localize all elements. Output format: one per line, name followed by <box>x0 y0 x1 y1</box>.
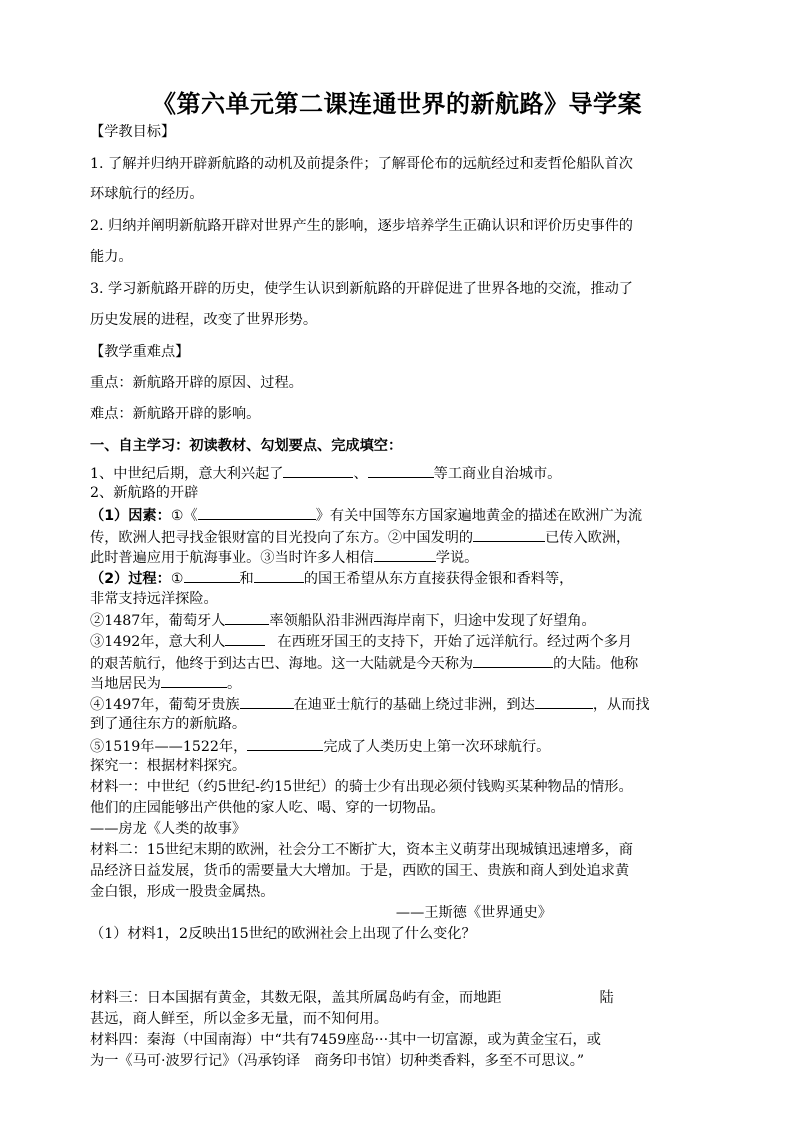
process-step-3 <box>90 630 710 652</box>
objective-2-line-1: 2. 归纳并阐明新航路开辟对世界产生的影响，逐步培养学生正确认识和评价历史事件的 <box>90 218 633 234</box>
question-1-text-c: 等工商业自治城市。 <box>433 466 562 482</box>
objective-1-line-2: 环球航行的经历。 <box>90 186 204 202</box>
fill-blank[interactable] <box>240 693 294 709</box>
cause-text-b: 》有关中国等东方国家遍地黄金的描述在欧洲广为流 <box>315 508 643 524</box>
objectives-heading: 【学教目标】 <box>90 124 176 140</box>
question-1-text-a: 1、中世纪后期，意大利兴起了 <box>90 466 284 482</box>
fill-blank[interactable] <box>247 735 323 751</box>
process-text-a: ① <box>170 571 184 587</box>
fill-blank[interactable] <box>254 567 304 583</box>
inquiry-heading: 探究一：根据材料探究。 <box>90 758 247 774</box>
material-3-line-1 <box>90 988 710 1008</box>
cause-text-a: ①《 <box>170 508 198 524</box>
process-text-b: 和 <box>239 571 254 587</box>
process-step-3-text-b: 在西班牙国王的支持下，开始了远洋航行。经过两个多月 <box>277 634 633 650</box>
process-step-3-line-2 <box>90 652 710 674</box>
material-2-line-3: 金白银，形成一股贵金属热。 <box>90 884 275 900</box>
process-text-c: 的国王希望从东方直接获得金银和香料等， <box>303 571 574 587</box>
process-step-3-line-3-text-a: 当地居民为 <box>90 676 161 692</box>
process-step-3-line-2-text-b: 的大陆。他称 <box>553 656 639 672</box>
process-step-3-line-3-text-b: 。 <box>226 676 242 692</box>
process-step-2-text-b: 率领船队沿非洲西海岸南下，归途中发现了好望角。 <box>269 613 596 629</box>
question-1 <box>90 462 710 484</box>
material-2-line-1: 材料二：15世纪末期的欧洲，社会分工不断扩大，资本主义萌芽出现城镇迅速增多，商 <box>90 842 633 858</box>
process-step-4-text-b: 在迪亚士航行的基础上绕过非洲，到达 <box>293 697 535 713</box>
process-line-2: 非常支持远洋探险。 <box>90 591 218 607</box>
fill-blank[interactable] <box>225 609 269 625</box>
cause-line-3-text-b: 学说。 <box>435 550 479 566</box>
objective-3-line-2: 历史发展的进程，改变了世界形势。 <box>90 312 318 328</box>
objective-3-line-1: 3. 学习新航路开辟的历史，使学生认识到新航路的开辟促进了世界各地的交流，推动了 <box>90 281 633 297</box>
process-step-3-line-2-text-a: 的艰苦航行，他终于到达古巴、海地。这一大陆就是今天称为 <box>90 656 474 672</box>
cause-line-1 <box>90 504 710 526</box>
process-label: （2）过程： <box>90 571 171 587</box>
process-step-4-text-a: ④1497年，葡萄牙贵族 <box>90 697 240 713</box>
page-title: 《第六单元第二课连通世界的新航路》导学案 <box>152 90 642 118</box>
process-step-4-line-2: 到了通往东方的新航路。 <box>90 716 247 732</box>
process-step-5-text-a: ⑤1519年——1522年， <box>90 739 248 755</box>
fill-blank[interactable] <box>225 630 265 646</box>
process-step-2-text-a: ②1487年，葡萄牙人 <box>90 613 226 629</box>
material-2-line-2: 品经济日益发展，货币的需要量大大增加。于是，西欧的国王、贵族和商人到处追求黄 <box>90 863 630 879</box>
cause-line-3-text-a: 此时普遍应用于航海事业。③当时许多人相信 <box>90 550 374 566</box>
fill-blank[interactable] <box>473 652 553 668</box>
question-2: 2、新航路的开辟 <box>90 485 199 501</box>
fill-blank[interactable] <box>473 526 545 542</box>
cause-line-3 <box>90 546 710 568</box>
process-step-2 <box>90 609 710 631</box>
process-line-1 <box>90 567 710 589</box>
process-step-4-text-c: ，从而找 <box>592 697 650 713</box>
section-1-heading: 一、自主学习：初读教材、勾划要点、完成填空： <box>90 438 403 454</box>
material-1-source: ——房龙《人类的故事》 <box>90 821 247 837</box>
process-step-5 <box>90 735 710 757</box>
material-3-line-2: 甚远，商人鲜至，所以金多无量，而不知何用。 <box>90 1011 388 1027</box>
inquiry-question-1: （1）材料1，2反映出15世纪的欧洲社会上出现了什么变化？ <box>90 926 476 942</box>
fill-blank[interactable] <box>161 672 227 688</box>
material-2-source: ——王斯德《世界通史》 <box>395 905 552 921</box>
process-step-3-text-a: ③1492年，意大利人 <box>90 634 226 650</box>
fill-blank[interactable] <box>198 504 316 520</box>
key-point-difficulty: 难点：新航路开辟的影响。 <box>90 406 261 422</box>
fill-blank[interactable] <box>368 462 434 478</box>
question-1-text-b: 、 <box>353 466 368 482</box>
material-1-line-1: 材料一：中世纪（约5世纪-约15世纪）的骑士少有出现必须付钱购买某种物品的情形。 <box>90 779 633 795</box>
material-3-line-1-text-b: 陆 <box>599 990 614 1006</box>
material-4-line-2: 为一《马可·波罗行记》（冯承钧译 商务印书馆）切种类香料，多至不可思议。” <box>90 1053 585 1069</box>
fill-blank[interactable] <box>283 462 353 478</box>
objective-1-line-1: 1. 了解并归纳开辟新航路的动机及前提条件；了解哥伦布的远航经过和麦哲伦船队首次 <box>90 156 633 172</box>
key-point-focus: 重点：新航路开辟的原因、过程。 <box>90 375 303 391</box>
process-step-5-text-b: 完成了人类历史上第一次环球航行。 <box>323 739 551 755</box>
process-step-3-line-3 <box>90 672 710 694</box>
material-1-line-2: 他们的庄园能够出产供他的家人吃、喝、穿的一切物品。 <box>90 800 445 816</box>
cause-line-2-text-b: 已传入欧洲， <box>545 530 631 546</box>
cause-line-2 <box>90 526 710 548</box>
fill-blank[interactable] <box>535 693 593 709</box>
cause-label: （1）因素： <box>90 508 171 524</box>
key-points-heading: 【教学重难点】 <box>90 344 190 360</box>
fill-blank[interactable] <box>374 546 436 562</box>
fill-blank[interactable] <box>184 567 240 583</box>
cause-line-2-text-a: 传，欧洲人把寻找金银财富的目光投向了东方。②中国发明的 <box>90 530 474 546</box>
material-4-line-1: 材料四：秦海（中国南海）中“共有7459座岛···其中一切富源，或为黄金宝石，或 <box>90 1032 601 1048</box>
process-step-4 <box>90 693 710 715</box>
material-3-line-1-text-a: 材料三：日本国据有黄金，其数无限，盖其所属岛屿有金，而地距 <box>90 990 502 1006</box>
objective-2-line-2: 能力。 <box>90 249 133 265</box>
